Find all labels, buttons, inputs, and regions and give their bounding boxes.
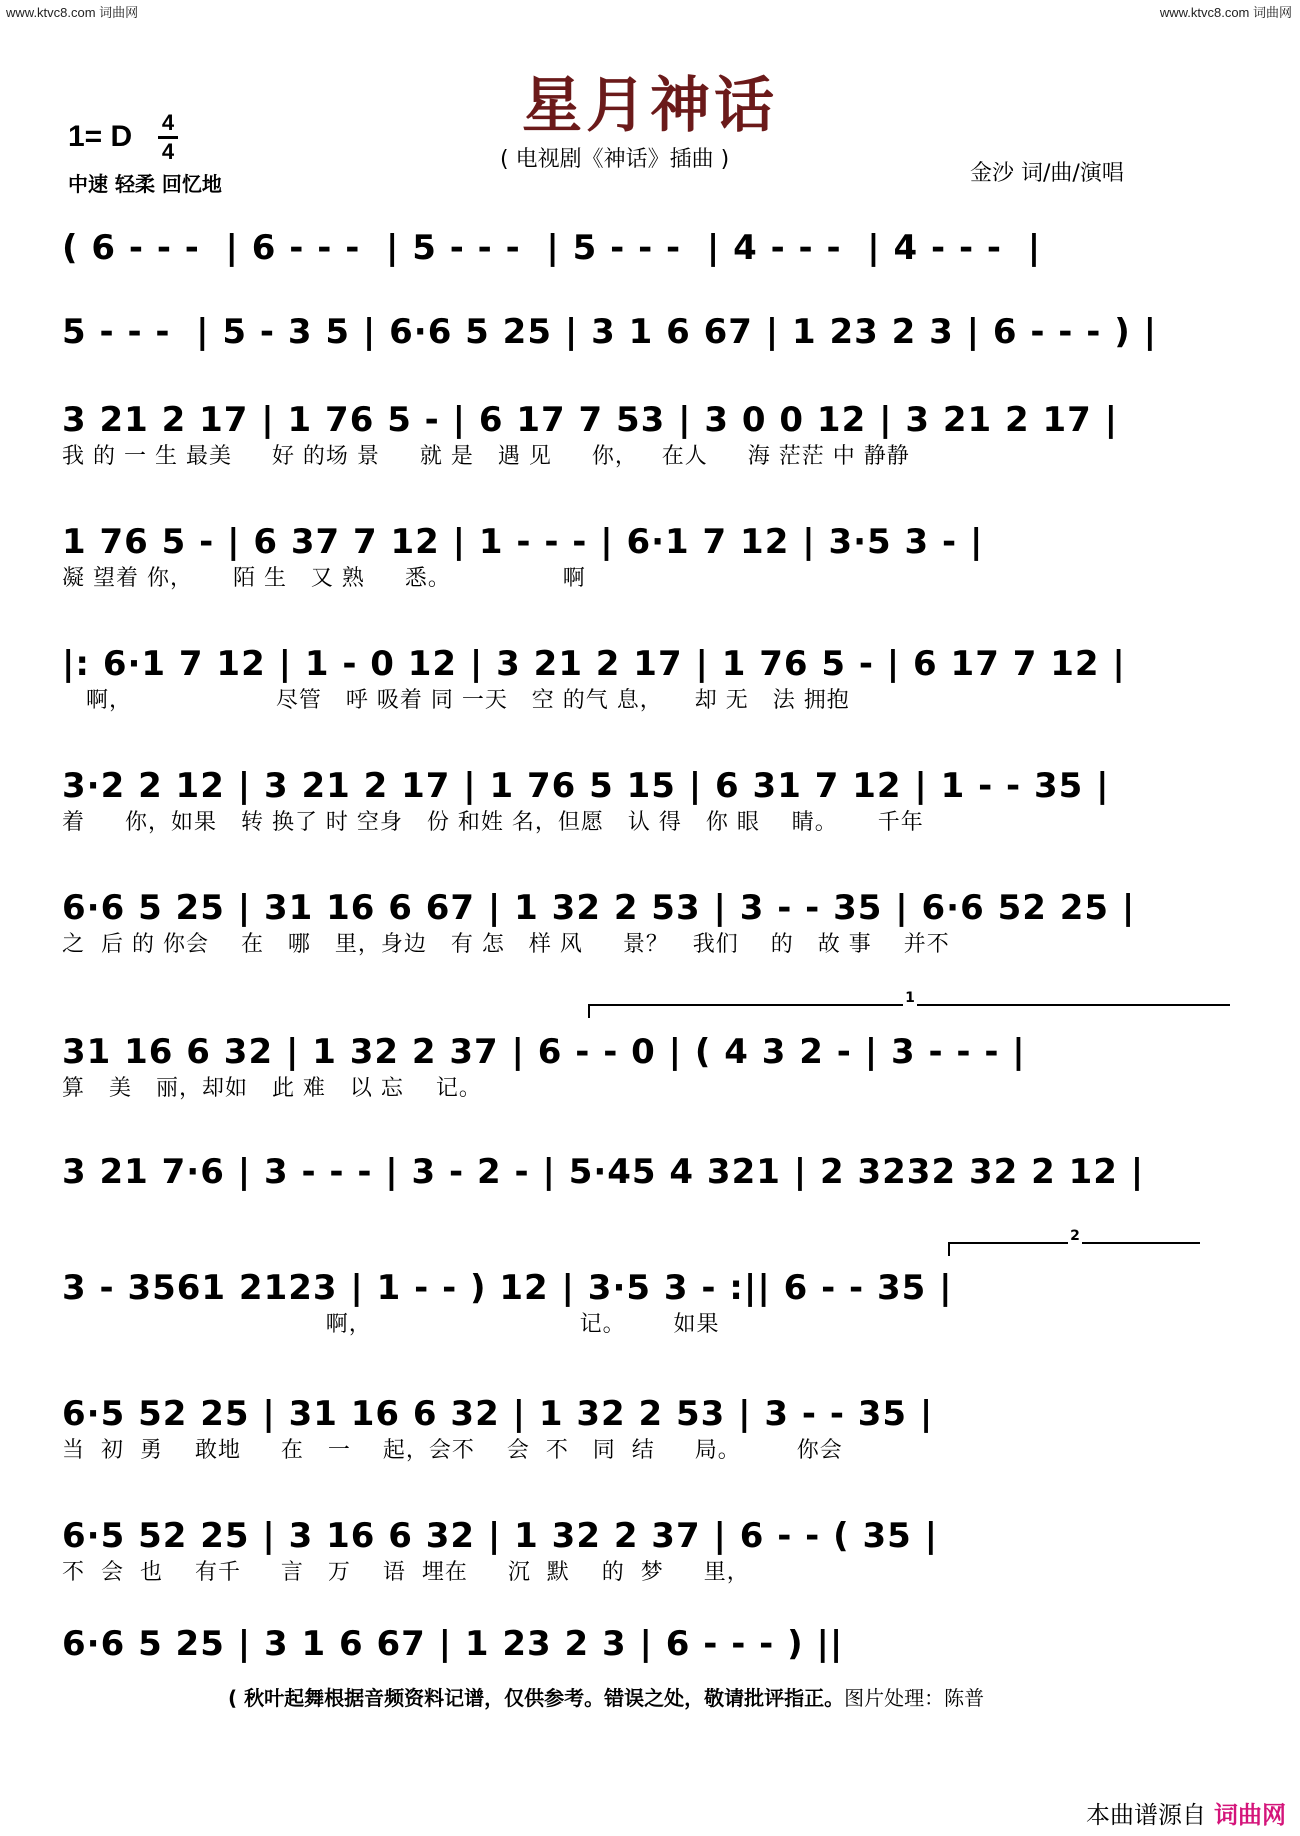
staff-6 [62,766,1242,838]
key-signature: 1= D [68,120,133,153]
staff-4 [62,522,1242,594]
staff-5 [62,644,1242,716]
staff-2 [62,312,1242,384]
source-text: 本曲谱源自 [1086,1801,1206,1829]
tempo-marking: 中速 轻柔 回忆地 [68,172,222,196]
staff-lyrics: 啊， 记。 如果 [62,1312,720,1337]
volta-bracket-2 [948,1228,1200,1256]
staff-lyrics: 之 后 的 你会 在 哪 里，身边 有 怎 样 风 景？ 我们 的 故 事 并不 [62,932,950,957]
footnote-credit: 图片处理：陈普 [844,1686,985,1710]
staff-notes: 1 76 5 - | 6 37 7 12 | 1 - - - | 6·1 7 12 | 3·5 3 - | [62,522,984,562]
staff-1 [62,228,1242,300]
source-brand: 词曲网 [1214,1801,1286,1829]
staff-12 [62,1516,1242,1588]
staff-lyrics: 我 的 一 生 最美 好 的场 景 就 是 遇 见 你， 在人 海 茫茫 中 静静 [62,444,910,469]
staff-9 [62,1152,1242,1224]
meter-top: 4 [161,110,175,135]
staff-notes: 3 21 2 17 | 1 76 5 - | 6 17 7 53 | 3 0 0 12 | 3 21 2 17 | [62,400,1119,440]
credits: 金沙 词/曲/演唱 [970,161,1124,186]
staff-notes: 3 21 7·6 | 3 - - - | 3 - 2 - | 5·45 4 321 | 2 3232 32 2 12 | [62,1152,1145,1192]
footnote [228,1682,984,1711]
staff-notes: 6·5 52 25 | 3 16 6 32 | 1 32 2 37 | 6 - - ( 35 | [62,1516,939,1556]
staff-8 [62,1032,1242,1104]
staff-lyrics: 不 会 也 有千 言 万 语 埋在 沉 默 的 梦 里， [62,1560,750,1585]
volta-number: 2 [1070,1228,1080,1244]
staff-lyrics: 凝 望着 你， 陌 生 又 熟 悉。 啊 [62,566,586,591]
staff-notes: 3·2 2 12 | 3 21 2 17 | 1 76 5 15 | 6 31 7 12 | 1 - - 35 | [62,766,1110,806]
staff-lyrics: 当 初 勇 敢地 在 一 起，会不 会 不 同 结 局。 你会 [62,1438,843,1463]
staff-notes: 6·6 5 25 | 31 16 6 67 | 1 32 2 53 | 3 - - 35 | 6·6 52 25 | [62,888,1136,928]
staff-lyrics [62,272,1242,300]
song-title: 星月神话 [522,71,778,141]
staff-notes: 6·5 52 25 | 31 16 6 32 | 1 32 2 53 | 3 - - 35 | [62,1394,934,1434]
staff-7 [62,888,1242,960]
staff-3 [62,400,1242,472]
staff-lyrics: 着 你，如果 转 换了 时 空身 份 和姓 名，但愿 认 得 你 眼 睛。 千年 [62,810,924,835]
staff-notes: 6·6 5 25 | 3 1 6 67 | 1 23 2 3 | 6 - - - ) || [62,1624,844,1664]
staff-lyrics [62,1196,1242,1224]
watermark-right: www.ktvc8.com 词曲网 [1159,5,1292,20]
staff-notes: 5 - - - | 5 - 3 5 | 6·6 5 25 | 3 1 6 67 | 1 23 2 3 | 6 - - - ) | [62,312,1157,352]
volta-bracket-1 [588,990,1230,1018]
staff-lyrics [62,356,1242,384]
staff-notes: |: 6·1 7 12 | 1 - 0 12 | 3 21 2 17 | 1 76 5 - | 6 17 7 12 | [62,644,1126,684]
staff-notes: ( 6 - - - | 6 - - - | 5 - - - | 5 - - - | 4 - - - | 4 - - - | [62,228,1042,268]
staff-notes: 31 16 6 32 | 1 32 2 37 | 6 - - 0 | ( 4 3 2 - | 3 - - - | [62,1032,1026,1072]
meter-bottom: 4 [161,139,175,164]
staff-lyrics: 啊， 尽管 呼 吸着 同 一天 空 的气 息， 却 无 法 拥抱 [62,688,850,713]
staff-lyrics: 算 美 丽，却如 此 难 以 忘 记。 [62,1076,482,1101]
source-label [1086,1795,1286,1830]
staff-11 [62,1394,1242,1466]
staff-10 [62,1268,1242,1340]
volta-number: 1 [905,990,915,1006]
time-signature [158,112,178,163]
watermark-left: www.ktvc8.com 词曲网 [6,5,139,20]
staff-notes: 3 - 3561 2123 | 1 - - ) 12 | 3·5 3 - :|| 6 - - 35 | [62,1268,953,1308]
subtitle: ( 电视剧《神话》插曲 ) [500,147,730,172]
footnote-text: ( 秋叶起舞根据音频资料记谱，仅供参考。错误之处，敬请批评指正。 [228,1686,845,1710]
